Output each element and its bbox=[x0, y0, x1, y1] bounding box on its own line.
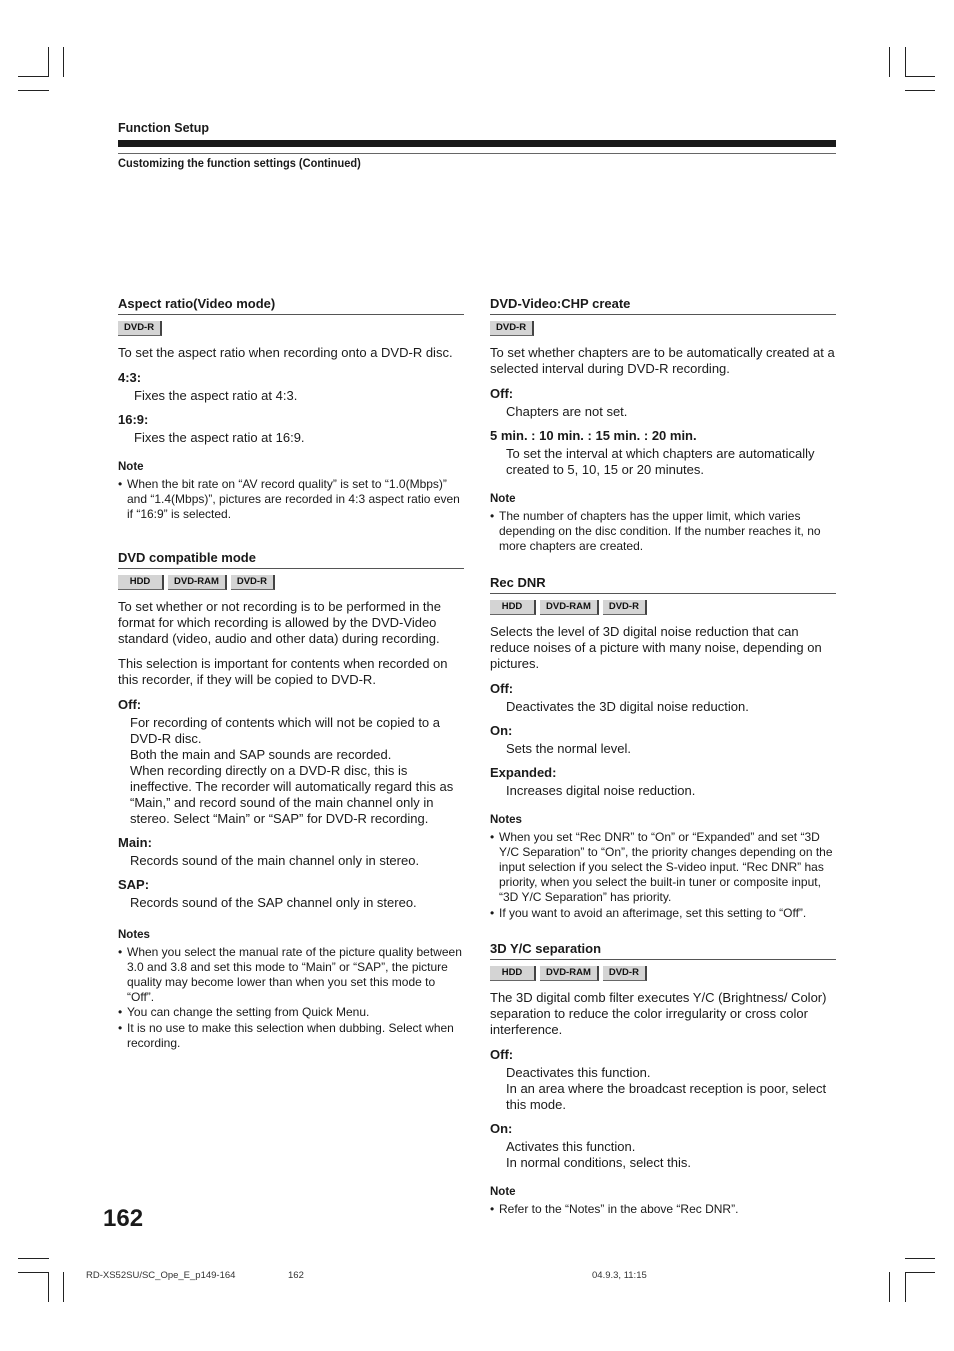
note-item: • When you set “Rec DNR” to “On” or “Expanded” and set “3D Y/C Separation” to “On”, the priority changes depending on the input selection if you select the S-video input. “Rec DNR” has priority, when you select the built-in tuner or composite input, “3D Y/C Separation” has priority. bbox=[490, 830, 836, 906]
rec-dnr-section bbox=[490, 575, 836, 921]
option-description: Records sound of the SAP channel only in stereo. bbox=[130, 894, 417, 910]
option-description: Records sound of the main channel only in stereo. bbox=[130, 852, 420, 868]
note-item: • When the bit rate on “AV record quality” is set to “1.0(Mbps)” and “1.4(Mbps)”, pictures are recorded in 4:3 aspect ratio even if “16:9” is selected. bbox=[118, 477, 464, 523]
note-heading: Note bbox=[490, 1185, 516, 1198]
option-description: Sets the normal level. bbox=[506, 740, 632, 756]
header-bar bbox=[118, 140, 836, 147]
media-badge-hdd: HDD bbox=[118, 575, 164, 590]
option-label: Expanded: bbox=[490, 764, 557, 780]
note-item: • Refer to the “Notes” in the above “Rec DNR”. bbox=[490, 1202, 836, 1217]
option-description bbox=[130, 715, 464, 827]
option-description: Deactivates the 3D digital noise reduction. bbox=[506, 698, 749, 714]
option-label: Off: bbox=[490, 680, 514, 696]
note-list bbox=[490, 509, 836, 555]
section-heading: Rec DNR bbox=[490, 575, 836, 594]
page-number: 162 bbox=[103, 1205, 144, 1232]
option-label: 4:3: bbox=[118, 370, 142, 385]
note-item: • When you select the manual rate of the picture quality between 3.0 and 3.8 and set this mode to “Main” or “SAP”, the picture quality may become lower than when you set this mode to “Off”. bbox=[118, 945, 464, 1006]
crop-mark bbox=[18, 1272, 49, 1273]
option-label: Off: bbox=[118, 696, 142, 712]
note-heading: Notes bbox=[118, 928, 150, 941]
media-badges bbox=[118, 321, 464, 336]
crop-mark bbox=[905, 1272, 935, 1273]
section-intro: This selection is important for contents when recorded on this recorder, if they will be copied to DVD-R. bbox=[118, 655, 448, 687]
section-intro: To set the aspect ratio when recording onto a DVD-R disc. bbox=[118, 345, 453, 360]
media-badge-dvd-r: DVD-R bbox=[118, 321, 162, 336]
yc-separation-section bbox=[490, 941, 836, 1217]
option-label: SAP: bbox=[118, 876, 150, 892]
footer-file: RD-XS52SU/SC_Ope_E_p149-164 bbox=[86, 1270, 236, 1281]
dvd-compatible-section bbox=[118, 550, 464, 1051]
option-line: When recording directly on a DVD-R disc, this is ineffective. The recorder will automatically regard this as “Main,” and record sound of the main channel only in stereo. Select “Main” or “SAP” for DVD-R recording. bbox=[130, 762, 454, 826]
note-item: • The number of chapters has the upper limit, which varies depending on the disc condition. If the number reaches it, no more chapters are created. bbox=[490, 509, 836, 555]
section-heading: DVD compatible mode bbox=[118, 550, 464, 569]
option-description: Fixes the aspect ratio at 16:9. bbox=[134, 430, 305, 445]
section-intro: To set whether or not recording is to be performed in the format for which recording is allowed by the DVD-Video standard (video, audio and other data) during recording. bbox=[118, 598, 442, 646]
note-heading: Note bbox=[118, 461, 144, 473]
chp-create-section bbox=[490, 296, 836, 555]
aspect-ratio-section bbox=[118, 296, 464, 523]
media-badges bbox=[490, 966, 836, 981]
option-label: On: bbox=[490, 1120, 513, 1136]
crop-mark bbox=[889, 1272, 890, 1302]
crop-mark bbox=[18, 90, 49, 91]
option-line: Deactivates this function. bbox=[506, 1064, 651, 1080]
media-badge-dvd-ram: DVD-RAM bbox=[540, 966, 599, 981]
media-badge-dvd-r: DVD-R bbox=[603, 600, 647, 615]
crop-mark bbox=[18, 1258, 49, 1259]
option-line: For recording of contents which will not be copied to a DVD-R disc. bbox=[130, 714, 441, 746]
crop-mark bbox=[63, 47, 64, 77]
media-badge-dvd-r: DVD-R bbox=[490, 321, 534, 336]
media-badges bbox=[490, 600, 836, 615]
section-intro: To set whether chapters are to be automatically created at a selected interval during DVD-R recording. bbox=[490, 345, 835, 376]
option-line: In normal conditions, select this. bbox=[506, 1154, 691, 1170]
option-description: To set the interval at which chapters are automatically created to 5, 10, 15 or 20 minutes. bbox=[506, 446, 815, 477]
crop-mark bbox=[905, 90, 935, 91]
option-label: Off: bbox=[490, 386, 514, 401]
option-label: On: bbox=[490, 722, 513, 738]
note-list bbox=[490, 1202, 836, 1217]
crop-mark bbox=[905, 1272, 906, 1302]
page-subtitle: Customizing the function settings (Continued) bbox=[118, 156, 361, 170]
note-list bbox=[118, 945, 464, 1051]
option-label: 5 min. : 10 min. : 15 min. : 20 min. bbox=[490, 428, 697, 443]
option-description: Chapters are not set. bbox=[506, 404, 628, 419]
crop-mark bbox=[63, 1272, 64, 1302]
note-item: • If you want to avoid an afterimage, set this setting to “Off”. bbox=[490, 906, 836, 921]
section-title: Function Setup bbox=[118, 121, 209, 135]
option-description bbox=[506, 1065, 836, 1113]
option-description: Fixes the aspect ratio at 4:3. bbox=[134, 388, 298, 403]
option-description bbox=[506, 1139, 836, 1171]
footer-timestamp: 04.9.3, 11:15 bbox=[592, 1270, 647, 1281]
section-heading: Aspect ratio(Video mode) bbox=[118, 296, 464, 315]
media-badge-hdd: HDD bbox=[490, 600, 536, 615]
crop-mark bbox=[889, 47, 890, 77]
right-column bbox=[490, 296, 836, 1217]
footer-page: 162 bbox=[288, 1270, 304, 1281]
media-badge-hdd: HDD bbox=[490, 966, 536, 981]
crop-mark bbox=[48, 1272, 49, 1302]
option-label: 16:9: bbox=[118, 412, 149, 427]
crop-mark bbox=[48, 47, 49, 77]
media-badge-dvd-r: DVD-R bbox=[603, 966, 647, 981]
section-intro: The 3D digital comb filter executes Y/C (Brightness/ Color) separation to reduce the color irregularity or cross color interference. bbox=[490, 989, 827, 1037]
crop-mark bbox=[905, 47, 906, 77]
crop-mark bbox=[905, 1258, 935, 1259]
note-item: • You can change the setting from Quick Menu. bbox=[118, 1005, 464, 1020]
option-line: Activates this function. bbox=[506, 1138, 636, 1154]
note-item: • It is no use to make this selection when dubbing. Select when recording. bbox=[118, 1021, 464, 1051]
note-list bbox=[118, 477, 464, 523]
option-line: In an area where the broadcast reception is poor, select this mode. bbox=[506, 1080, 827, 1112]
media-badge-dvd-r: DVD-R bbox=[231, 575, 275, 590]
media-badges bbox=[490, 321, 836, 336]
header-rule bbox=[118, 153, 836, 154]
crop-mark bbox=[18, 76, 49, 77]
option-description: Increases digital noise reduction. bbox=[506, 782, 696, 798]
media-badge-dvd-ram: DVD-RAM bbox=[168, 575, 227, 590]
note-list bbox=[490, 830, 836, 921]
media-badges bbox=[118, 575, 464, 590]
media-badge-dvd-ram: DVD-RAM bbox=[540, 600, 599, 615]
section-intro: Selects the level of 3D digital noise reduction that can reduce noises of a picture with many noise, depending on pictures. bbox=[490, 623, 822, 671]
option-label: Off: bbox=[490, 1046, 514, 1062]
option-label: Main: bbox=[118, 834, 152, 850]
left-column bbox=[118, 296, 464, 1051]
note-heading: Note bbox=[490, 493, 516, 505]
section-heading: DVD-Video:CHP create bbox=[490, 296, 836, 315]
section-heading: 3D Y/C separation bbox=[490, 941, 836, 960]
crop-mark bbox=[905, 76, 935, 77]
option-line: Both the main and SAP sounds are recorded. bbox=[130, 746, 392, 762]
note-heading: Notes bbox=[490, 813, 522, 826]
